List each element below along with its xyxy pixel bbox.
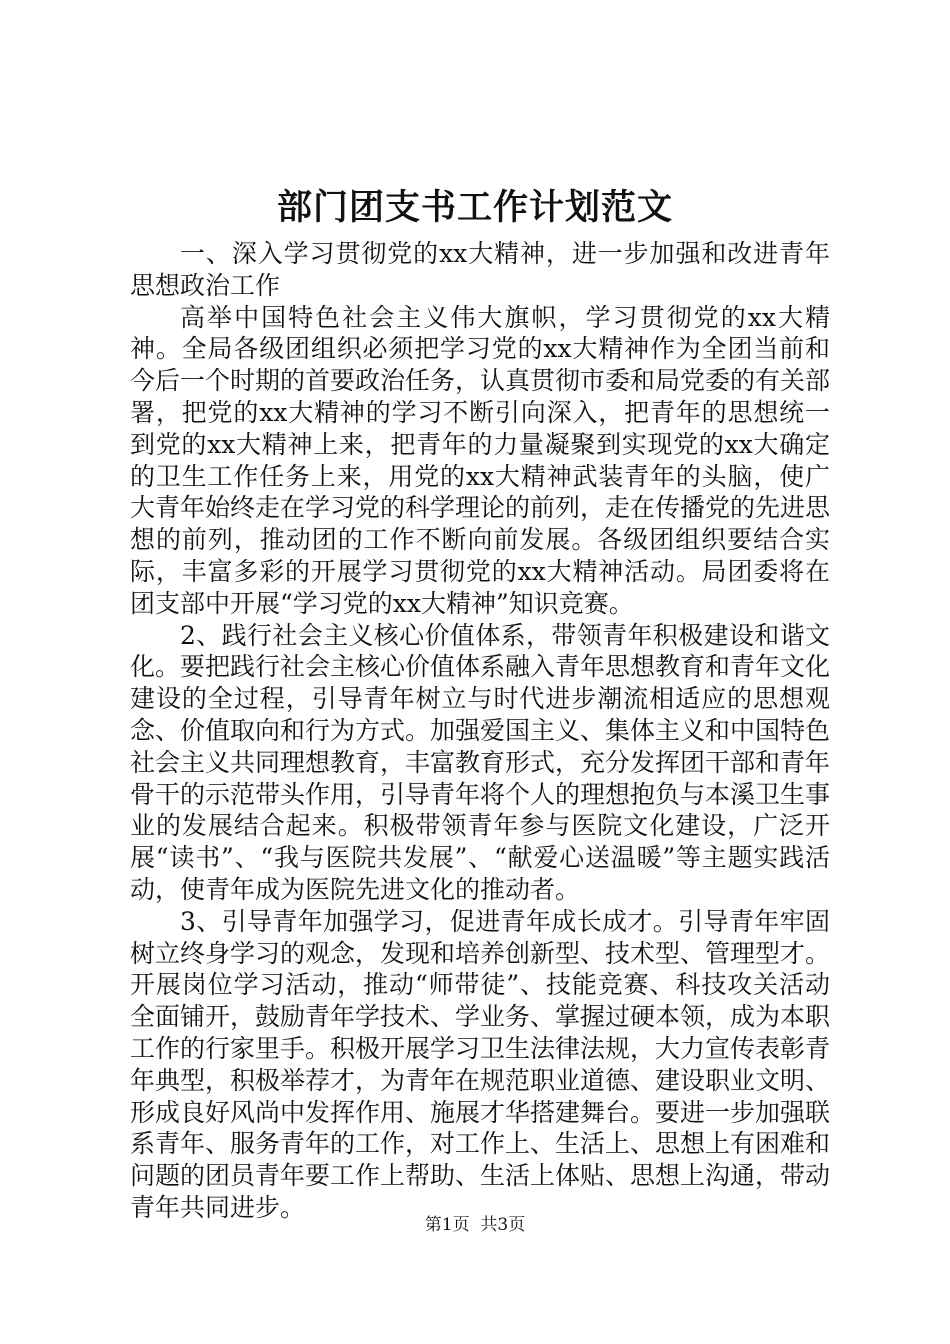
document-body xyxy=(130,205,830,1224)
paragraph-section-heading: 一、深入学习贯彻党的xx大精神，进一步加强和改进青年思想政治工作 xyxy=(130,239,830,300)
document-title: 部门团支书工作计划范文 xyxy=(276,187,673,228)
paragraph-core-values: 2、践行社会主义核心价值体系，带领青年积极建设和谐文化。要把践行社会主核心价值体系融入青年思想教育和青年文化建设的全过程，引导青年树立与时代进步潮流相适应的思想观念、价值取向和行为方式。加强爱国主义、集体主义和中国特色社会主义共同理想教育，丰富教育形式，充分发挥团干部和青年骨干的示范带头作用，引导青年将个人的理想抱负与本溪卫生事业的发展结合起来。积极带领青年参与医院文化建设，广泛开展“读书”、“我与医院共发展”、“献爱心送温暖”等主题实践活动，使青年成为医院先进文化的推动者。 xyxy=(130,620,831,904)
page-total: 共3页 xyxy=(480,1215,526,1235)
paragraph-study-spirit: 高举中国特色社会主义伟大旗帜，学习贯彻党的xx大精神。全局各级团组织必须把学习党的xx大精神作为全团当前和今后一个时期的首要政治任务，认真贯彻市委和局党委的有关部署，把党的xx大精神的学习不断引向深入，把青年的思想统一到党的xx大精神上来，把青年的力量凝聚到实现党的xx大确定的卫生工作任务上来，用党的xx大精神武装青年的头脑，使广大青年始终走在学习党的科学理论的前列，走在传播党的先进思想的前列，推动团的工作不断向前发展。各级团组织要结合实际，丰富多彩的开展学习贯彻党的xx大精神活动。局团委将在团支部中开展“学习党的xx大精神”知识竞赛。 xyxy=(130,302,831,618)
footer-separator xyxy=(470,1215,481,1235)
page-footer xyxy=(0,1213,950,1237)
paragraph-youth-growth: 3、引导青年加强学习，促进青年成长成才。引导青年牢固树立终身学习的观念，发现和培养创新型、技术型、管理型才。开展岗位学习活动，推动“师带徒”、技能竞赛、科技攻关活动全面铺开，鼓励青年学技术、学业务、掌握过硬本领，成为本职工作的行家里手。积极开展学习卫生法律法规，大力宣传表彰青年典型，积极举荐才，为青年在规范职业道德、建设职业文明、形成良好风尚中发挥作用、施展才华搭建舞台。要进一步加强联系青年、服务青年的工作，对工作上、生活上、思想上有困难和问题的团员青年要工作上帮助、生活上体贴、思想上沟通，带动青年共同进步。 xyxy=(130,906,831,1222)
page-number: 第1页 xyxy=(424,1215,470,1235)
